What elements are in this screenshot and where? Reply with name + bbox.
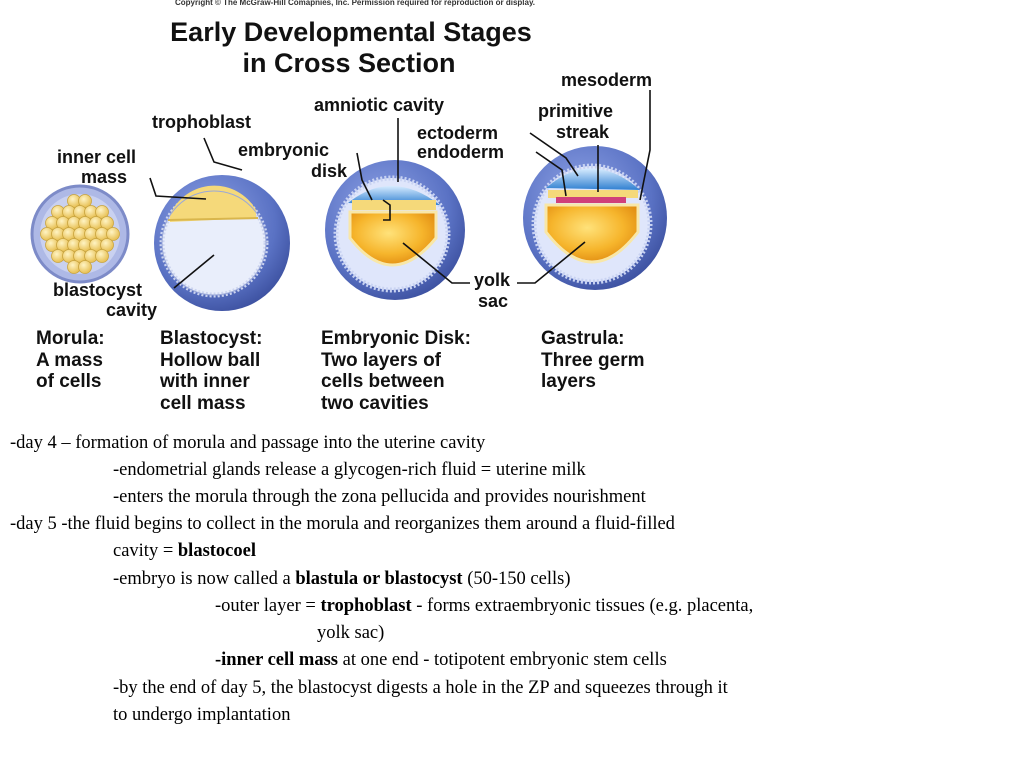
caption-embryonic-disk: Embryonic Disk: Two layers of cells between two cavities (321, 328, 471, 414)
label-inner-cell-mass-1: inner cell (57, 147, 137, 167)
morula-drawing (32, 186, 128, 282)
gastrula-drawing (523, 146, 667, 290)
note-line-2: -endometrial glands release a glycogen-rich fluid = uterine milk (113, 460, 586, 480)
caption-blastocyst: Blastocyst: Hollow ball with inner cell mass (160, 328, 263, 414)
label-primitive-streak-1: primitive (538, 101, 614, 121)
label-embryonic-disk-2: disk (311, 161, 348, 181)
embryonic-disk-drawing (325, 160, 465, 300)
label-blastocyst-cavity-1: blastocyst (53, 280, 143, 300)
label-amniotic-cavity: amniotic cavity (314, 95, 445, 115)
label-inner-cell-mass-2: mass (81, 167, 128, 187)
caption-morula: Morula: A mass of cells (36, 328, 105, 392)
label-yolk-sac-2: sac (478, 291, 509, 311)
label-trophoblast: trophoblast (152, 112, 251, 132)
label-ectoderm: ectoderm (417, 123, 499, 143)
figure-title-line1: Early Developmental Stages (170, 17, 532, 47)
note-line-9: -inner cell mass at one end - totipotent embryonic stem cells (215, 650, 667, 670)
label-mesoderm: mesoderm (561, 70, 653, 90)
note-line-8: yolk sac) (317, 623, 385, 643)
note-line-11: to undergo implantation (113, 705, 291, 725)
note-line-10: -by the end of day 5, the blastocyst digests a hole in the ZP and squeezes through it (113, 678, 728, 698)
blastocyst-drawing (154, 175, 290, 311)
label-primitive-streak-2: streak (556, 122, 610, 142)
developmental-stages-figure (0, 0, 720, 425)
note-line-6: -embryo is now called a blastula or blastocyst (50-150 cells) (113, 569, 571, 589)
figure-title-line2: in Cross Section (242, 48, 456, 78)
note-line-3: -enters the morula through the zona pellucida and provides nourishment (113, 487, 646, 507)
label-yolk-sac-1: yolk (474, 270, 511, 290)
note-line-5: cavity = blastocoel (113, 541, 256, 561)
note-line-7: -outer layer = trophoblast - forms extraembryonic tissues (e.g. placenta, (215, 596, 754, 616)
caption-gastrula: Gastrula: Three germ layers (541, 328, 645, 392)
note-line-1: -day 4 – formation of morula and passage into the uterine cavity (10, 433, 486, 453)
morula-cell (96, 250, 109, 263)
copyright-notice: Copyright © The McGraw-Hill Comapnies, Inc. Permission required for reproduction or display. (175, 0, 536, 7)
note-line-4: -day 5 -the fluid begins to collect in the morula and reorganizes them around a fluid-filled (10, 514, 675, 534)
label-embryonic-disk-1: embryonic (238, 140, 330, 160)
label-endoderm: endoderm (417, 142, 505, 162)
morula-cell (79, 261, 92, 274)
label-blastocyst-cavity-2: cavity (106, 300, 158, 320)
